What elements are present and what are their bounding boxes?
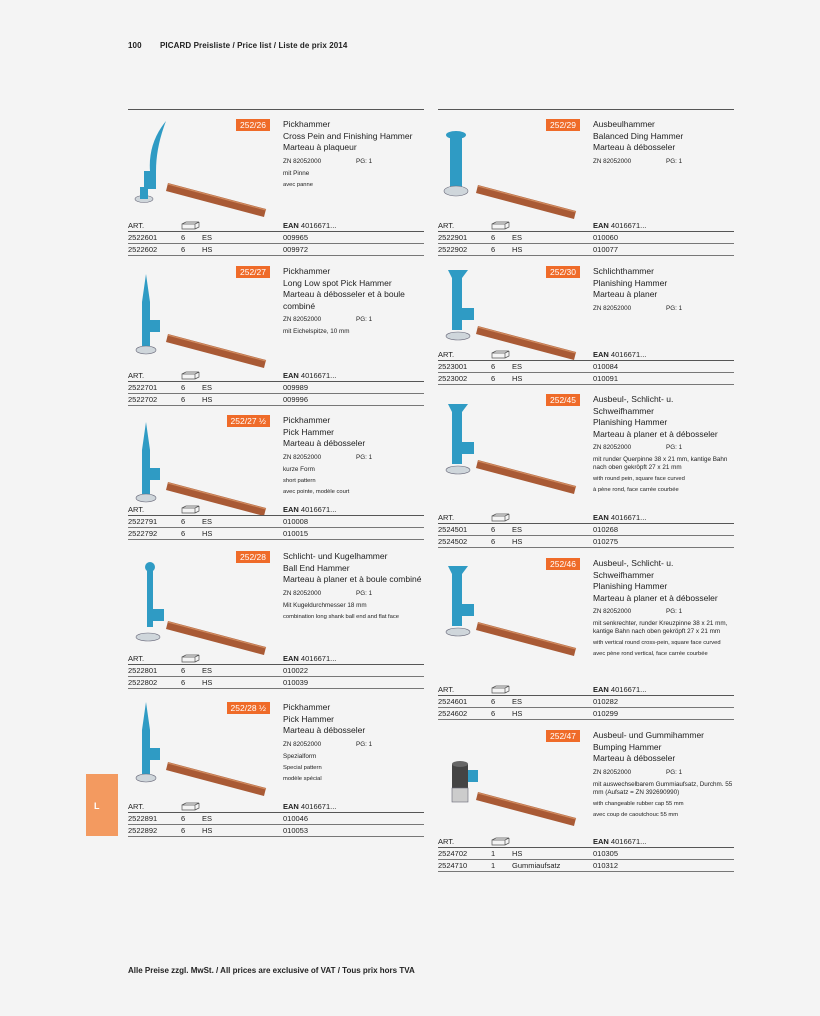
zn-code: ZN 82052000	[283, 589, 322, 597]
product-name: Cross Pein and Finishing Hammer	[283, 130, 413, 141]
table-row	[128, 813, 424, 825]
product-number-badge: 252/26	[236, 119, 270, 131]
customs-code	[593, 768, 735, 777]
ean-prefix: 4016671...	[608, 221, 647, 230]
product-translation: combination long shank ball end and flat face	[283, 613, 400, 620]
product-description	[593, 730, 735, 819]
art-header: ART.	[438, 221, 455, 230]
type: ES	[512, 525, 523, 534]
table-row	[128, 825, 424, 837]
quantity: 6	[491, 697, 496, 706]
quantity: 6	[491, 245, 496, 254]
type: ES	[202, 233, 213, 242]
price-group: PG: 1	[356, 453, 373, 461]
customs-code	[283, 589, 425, 598]
package-icon	[181, 802, 201, 813]
art-header: ART.	[438, 685, 455, 694]
art-header: ART.	[128, 654, 145, 663]
product-number-badge: 252/29	[546, 119, 580, 131]
product-translation: à pène rond, face carrée courbée	[593, 487, 679, 494]
product-translation: modèle spécial	[283, 775, 322, 782]
quantity: 6	[181, 529, 186, 538]
type: HS	[512, 709, 523, 718]
table-row	[438, 536, 734, 548]
product-name: Ball End Hammer	[283, 562, 350, 573]
table-row	[128, 516, 424, 528]
article-table-header	[128, 504, 424, 516]
page-title: PICARD Preisliste / Price list / Liste de prix 2014	[159, 41, 348, 50]
package-icon	[491, 221, 511, 232]
quantity: 6	[181, 678, 186, 687]
product-name: Pick Hammer	[283, 426, 335, 437]
product-note: mit senkrechter, runder Kreuzpinne 38 x 21 mm, kantige Bahn nach oben gekröpft 27 x 21 mm	[593, 620, 728, 636]
product-name: Long Low spot Pick Hammer	[283, 277, 392, 288]
ean-prefix: 4016671...	[608, 837, 647, 846]
product-name: Marteau à planer	[593, 289, 658, 299]
zn-code: ZN 82052000	[593, 608, 632, 615]
product-number-badge: 252/28	[236, 551, 270, 563]
ean-label: EAN	[283, 802, 299, 811]
type: HS	[202, 826, 213, 835]
type: HS	[202, 245, 213, 254]
ean-prefix: 4016671...	[608, 513, 647, 522]
product-note: mit Eichelspitze, 10 mm	[283, 328, 350, 335]
zn-code: ZN 82052000	[283, 316, 322, 323]
article-number: 2522901	[438, 233, 468, 242]
ean-label: EAN	[593, 513, 609, 522]
article-number: 2524710	[438, 861, 468, 870]
customs-code	[283, 315, 425, 324]
package-icon	[181, 654, 201, 665]
ean-header	[283, 371, 336, 380]
zn-code: ZN 82052000	[593, 304, 632, 312]
ean-label: EAN	[593, 837, 609, 846]
quantity: 6	[491, 709, 496, 718]
product-name: Marteau à débosseler	[283, 438, 366, 448]
article-table-header	[438, 836, 734, 848]
article-table-header	[438, 684, 734, 696]
price-group: PG: 1	[356, 740, 373, 748]
zn-code: ZN 82052000	[593, 157, 632, 165]
article-number: 2522792	[128, 529, 158, 538]
ean-header	[593, 513, 646, 522]
product-note: Spezialform	[283, 752, 317, 760]
ean-code: 010312	[593, 861, 619, 870]
product-number-badge: 252/30	[546, 266, 580, 278]
hammer-image	[438, 390, 580, 505]
ean-label: EAN	[593, 221, 609, 230]
ean-code: 010015	[283, 529, 309, 538]
type: HS	[202, 678, 213, 687]
article-table-header	[128, 653, 424, 665]
customs-code	[593, 607, 735, 616]
footer-note: Alle Preise zzgl. MwSt. / All prices are exclusive of VAT / Tous prix hors TVA	[128, 966, 415, 975]
ean-prefix: 4016671...	[298, 371, 337, 380]
article-number: 2522902	[438, 245, 468, 254]
article-table-header	[128, 220, 424, 232]
product-name: Marteau à débosseler	[283, 725, 366, 735]
product-translation: avec pointe, modèle court	[283, 488, 350, 495]
quantity: 6	[181, 814, 186, 823]
ean-label: EAN	[593, 685, 609, 694]
article-number: 2524501	[438, 525, 468, 534]
package-icon	[491, 513, 511, 524]
article-number: 2522802	[128, 678, 158, 687]
product-name: Pickhammer	[283, 119, 331, 129]
product-name: Pickhammer	[283, 266, 331, 276]
article-number: 2522602	[128, 245, 158, 254]
product-note: mit auswechselbarem Gummiaufsatz, Durchm. 55 mm (Aufsatz = ZN 392690990)	[593, 780, 733, 796]
product-translation: avec coup de caoutchouc 55 mm	[593, 811, 679, 818]
package-icon	[181, 371, 201, 382]
table-row	[438, 524, 734, 536]
product-number-badge: 252/28 ½	[227, 702, 270, 714]
product-name: Ausbeul-, Schlicht- u. Schweifhammer	[593, 394, 674, 416]
quantity: 6	[181, 395, 186, 404]
table-row	[128, 528, 424, 540]
package-icon	[181, 221, 201, 232]
product-description	[593, 558, 735, 658]
table-row	[128, 677, 424, 689]
product-description	[593, 394, 735, 494]
product-description	[283, 266, 425, 336]
ean-code: 010053	[283, 826, 309, 835]
article-table-header	[438, 512, 734, 524]
right-column	[438, 109, 734, 870]
product-description	[593, 266, 735, 313]
ean-code: 010282	[593, 697, 619, 706]
product-name: Marteau à planer et à débosseler	[593, 592, 718, 603]
table-row	[438, 708, 734, 720]
quantity: 1	[491, 849, 496, 858]
quantity: 6	[491, 233, 496, 242]
quantity: 1	[491, 861, 496, 870]
product-note: Mit Kugeldurchmesser 18 mm	[283, 601, 367, 609]
product-translation: Special pattern	[283, 764, 322, 771]
quantity: 6	[181, 517, 186, 526]
package-icon	[491, 837, 511, 848]
product-name: Marteau à débosseler	[593, 753, 676, 763]
quantity: 6	[491, 362, 496, 371]
product-name: Pickhammer	[283, 415, 331, 425]
product-name: Pick Hammer	[283, 713, 335, 724]
zn-code: ZN 82052000	[593, 768, 632, 776]
product-number-badge: 252/45	[546, 394, 580, 406]
product-note: mit Pinne	[283, 169, 310, 177]
price-group: PG: 1	[356, 157, 373, 165]
article-number: 2522891	[128, 814, 158, 823]
customs-code	[283, 740, 425, 749]
product-translation: with changeable rubber cap 55 mm	[593, 800, 684, 807]
table-row	[438, 373, 734, 385]
product-name: Marteau à planer et à débosseler	[593, 428, 718, 439]
section-tab-label: L	[94, 801, 100, 811]
article-number: 2522601	[128, 233, 158, 242]
price-group: PG: 1	[666, 444, 683, 451]
ean-label: EAN	[283, 654, 299, 663]
ean-header	[593, 685, 646, 694]
type: HS	[202, 529, 213, 538]
ean-code: 010091	[593, 374, 619, 383]
product-translation: short pattern	[283, 477, 316, 484]
ean-header	[593, 350, 646, 359]
ean-code: 010305	[593, 849, 619, 858]
ean-code: 010039	[283, 678, 309, 687]
ean-prefix: 4016671...	[298, 654, 337, 663]
table-row	[128, 665, 424, 677]
hammer-image	[128, 551, 270, 666]
article-table-header	[438, 349, 734, 361]
art-header: ART.	[438, 513, 455, 522]
ean-code: 010275	[593, 537, 619, 546]
art-header: ART.	[128, 505, 145, 514]
article-number: 2522791	[128, 517, 158, 526]
quantity: 6	[181, 245, 186, 254]
ean-prefix: 4016671...	[298, 221, 337, 230]
product-description	[283, 702, 425, 783]
ean-code: 009972	[283, 245, 309, 254]
customs-code	[593, 443, 735, 452]
type: ES	[512, 697, 523, 706]
price-group: PG: 1	[666, 608, 683, 615]
hammer-image	[128, 264, 270, 379]
zn-code: ZN 82052000	[283, 453, 322, 461]
ean-label: EAN	[283, 505, 299, 514]
product-name: Marteau à débosseler et à boule combiné	[283, 289, 405, 311]
product-name: Pickhammer	[283, 702, 331, 712]
product-translation: avec panne	[283, 181, 313, 188]
ean-header	[593, 837, 646, 846]
price-group: PG: 1	[356, 316, 373, 323]
ean-code: 010299	[593, 709, 619, 718]
customs-code	[283, 453, 425, 462]
product-translation: with vertical round cross-pein, square face curved	[593, 640, 721, 647]
type: ES	[202, 383, 213, 392]
table-row	[438, 696, 734, 708]
product-name: Ausbeulhammer	[593, 119, 655, 129]
article-number: 2522892	[128, 826, 158, 835]
product-name: Planishing Hammer	[593, 581, 668, 591]
price-group: PG: 1	[666, 768, 683, 776]
type: Gummiaufsatz	[512, 861, 561, 870]
ean-prefix: 4016671...	[608, 350, 647, 359]
article-number: 2524602	[438, 709, 468, 718]
package-icon	[491, 350, 511, 361]
product-description	[593, 119, 735, 166]
product-note: mit runder Querpinne 38 x 21 mm, kantige Bahn nach oben gekröpft 27 x 21 mm	[593, 456, 728, 472]
ean-code: 010060	[593, 233, 619, 242]
product-name: Marteau à débosseler	[593, 142, 676, 152]
type: ES	[512, 233, 523, 242]
ean-label: EAN	[593, 350, 609, 359]
zn-code: ZN 82052000	[593, 444, 632, 451]
left-column	[128, 109, 424, 835]
customs-code	[593, 304, 735, 313]
table-row	[438, 244, 734, 256]
ean-code: 009989	[283, 383, 309, 392]
table-row	[438, 361, 734, 373]
page-number: 100	[128, 41, 142, 50]
product-name: Schlicht- und Kugelhammer	[283, 551, 388, 561]
product-description	[283, 415, 425, 496]
type: ES	[202, 517, 213, 526]
product-translation: with round pein, square face curved	[593, 476, 685, 483]
table-row	[128, 244, 424, 256]
article-table-header	[128, 370, 424, 382]
product-name: Bumping Hammer	[593, 741, 662, 752]
product-name: Marteau à plaqueur	[283, 142, 357, 152]
article-number: 2523002	[438, 374, 468, 383]
ean-header	[283, 221, 336, 230]
product-name: Ausbeul-, Schlicht- u. Schweifhammer	[593, 558, 674, 580]
product-number-badge: 252/47	[546, 730, 580, 742]
quantity: 6	[181, 826, 186, 835]
ean-prefix: 4016671...	[298, 505, 337, 514]
art-header: ART.	[128, 371, 145, 380]
quantity: 6	[181, 233, 186, 242]
article-number: 2523001	[438, 362, 468, 371]
ean-header	[593, 221, 646, 230]
type: HS	[512, 374, 523, 383]
product-name: Schlichthammer	[593, 266, 654, 276]
price-group: PG: 1	[666, 304, 683, 312]
table-row	[438, 860, 734, 872]
product-description	[283, 551, 425, 621]
package-icon	[181, 505, 201, 516]
package-icon	[491, 685, 511, 696]
zn-code: ZN 82052000	[283, 157, 322, 165]
zn-code: ZN 82052000	[283, 740, 322, 748]
product-name: Planishing Hammer	[593, 277, 668, 288]
product-number-badge: 252/27	[236, 266, 270, 278]
price-group: PG: 1	[356, 589, 373, 597]
hammer-image	[438, 115, 580, 230]
quantity: 6	[491, 537, 496, 546]
article-number: 2522701	[128, 383, 158, 392]
article-number: 2522702	[128, 395, 158, 404]
ean-code: 010077	[593, 245, 619, 254]
type: ES	[202, 666, 213, 675]
type: HS	[202, 395, 213, 404]
quantity: 6	[181, 383, 186, 392]
product-name: Planishing Hammer	[593, 417, 668, 427]
table-row	[438, 848, 734, 860]
price-group: PG: 1	[666, 157, 683, 165]
ean-header	[283, 654, 336, 663]
type: HS	[512, 849, 523, 858]
product-note: kurze Form	[283, 465, 315, 473]
quantity: 6	[491, 374, 496, 383]
art-header: ART.	[128, 221, 145, 230]
table-row	[128, 382, 424, 394]
product-name: Marteau à planer et à boule combiné	[283, 574, 422, 584]
article-number: 2522801	[128, 666, 158, 675]
type: HS	[512, 245, 523, 254]
article-table-header	[438, 220, 734, 232]
product-name: Balanced Ding Hammer	[593, 130, 684, 141]
table-row	[128, 394, 424, 406]
divider	[128, 109, 424, 110]
ean-label: EAN	[283, 371, 299, 380]
ean-code: 009965	[283, 233, 309, 242]
customs-code	[283, 157, 425, 166]
customs-code	[593, 157, 735, 166]
type: ES	[202, 814, 213, 823]
ean-code: 010022	[283, 666, 309, 675]
ean-code: 010046	[283, 814, 309, 823]
ean-code: 010084	[593, 362, 619, 371]
ean-code: 010268	[593, 525, 619, 534]
quantity: 6	[181, 666, 186, 675]
product-number-badge: 252/46	[546, 558, 580, 570]
art-header: ART.	[438, 837, 455, 846]
table-row	[128, 232, 424, 244]
ean-header	[283, 802, 336, 811]
art-header: ART.	[128, 802, 145, 811]
article-number: 2524702	[438, 849, 468, 858]
section-tab	[86, 774, 118, 836]
product-description	[283, 119, 425, 189]
ean-prefix: 4016671...	[298, 802, 337, 811]
art-header: ART.	[438, 350, 455, 359]
page-header	[128, 41, 347, 50]
product-translation: avec pène rond vertical, face carrée courbée	[593, 651, 708, 658]
type: HS	[512, 537, 523, 546]
article-number: 2524502	[438, 537, 468, 546]
product-name: Ausbeul- und Gummihammer	[593, 730, 705, 740]
divider	[438, 109, 734, 110]
quantity: 6	[491, 525, 496, 534]
article-table-header	[128, 801, 424, 813]
ean-header	[283, 505, 336, 514]
table-row	[438, 232, 734, 244]
ean-label: EAN	[283, 221, 299, 230]
type: ES	[512, 362, 523, 371]
ean-prefix: 4016671...	[608, 685, 647, 694]
product-number-badge: 252/27 ½	[227, 415, 270, 427]
ean-code: 010008	[283, 517, 309, 526]
article-number: 2524601	[438, 697, 468, 706]
ean-code: 009996	[283, 395, 309, 404]
